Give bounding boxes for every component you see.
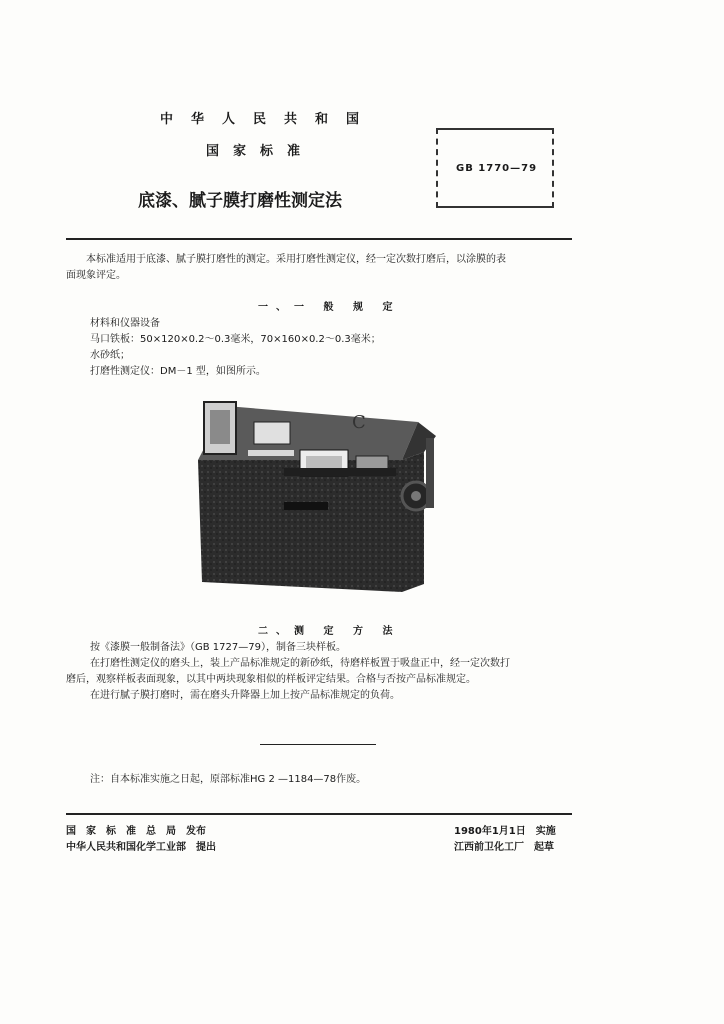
intro-line-2: 面现象评定。 [66,270,126,281]
list-item: 马口铁板：50×120×0.2～0.3毫米，70×160×0.2～0.3毫米； [90,334,381,345]
method-line-4: 在进行腻子膜打磨时，需在磨头升降器上加上按产品标准规定的负荷。 [90,690,400,701]
country-heading: 中华人民共和国 [160,112,378,127]
footer-divider [66,813,572,815]
method-line-1: 按《漆膜一般制备法》（GB 1727—79），制备三块样板。 [90,642,346,653]
list-item: 水砂纸； [90,350,130,361]
tester-photo [188,392,444,596]
section-2-text [66,640,576,704]
footnote: 注：自本标准实施之日起，原部标准HG 2 —1184—78作废。 [90,774,367,785]
intro-paragraph [66,252,576,284]
issuer: 国 家 标 准 总 局 发布 [66,826,206,837]
method-line-2: 在打磨性测定仪的磨头上，装上产品标准规定的新砂纸，待磨样板置于吸盘正中，经一定次数打 [90,658,510,669]
header-divider [66,238,572,240]
section-1-heading: 一、一 般 规 定 [258,302,401,313]
standard-type-heading: 国家标准 [206,144,315,159]
effective-date: 1980年1月1日 实施 [454,826,556,837]
standard-code: GB 1770—79 [456,163,538,174]
drafter: 江西前卫化工厂 起草 [454,842,554,853]
list-item: 材料和仪器设备 [90,318,160,329]
document-title: 底漆、腻子膜打磨性测定法 [138,191,342,211]
figure-mark: C [352,412,366,433]
list-item: 打磨性测定仪：DM－1 型，如图所示。 [90,366,266,377]
section-2-heading: 二、测 定 方 法 [258,626,401,637]
intro-line-1: 本标准适用于底漆、腻子膜打磨性的测定。采用打磨性测定仪，经一定次数打磨后，以涂膜的表 [86,254,506,265]
method-line-3: 磨后，观察样板表面现象，以其中两块现象相似的样板评定结果。合格与否按产品标准规定。 [66,674,476,685]
end-rule [260,744,376,745]
proposer: 中华人民共和国化学工业部 提出 [66,842,216,853]
section-1-list [90,316,570,380]
